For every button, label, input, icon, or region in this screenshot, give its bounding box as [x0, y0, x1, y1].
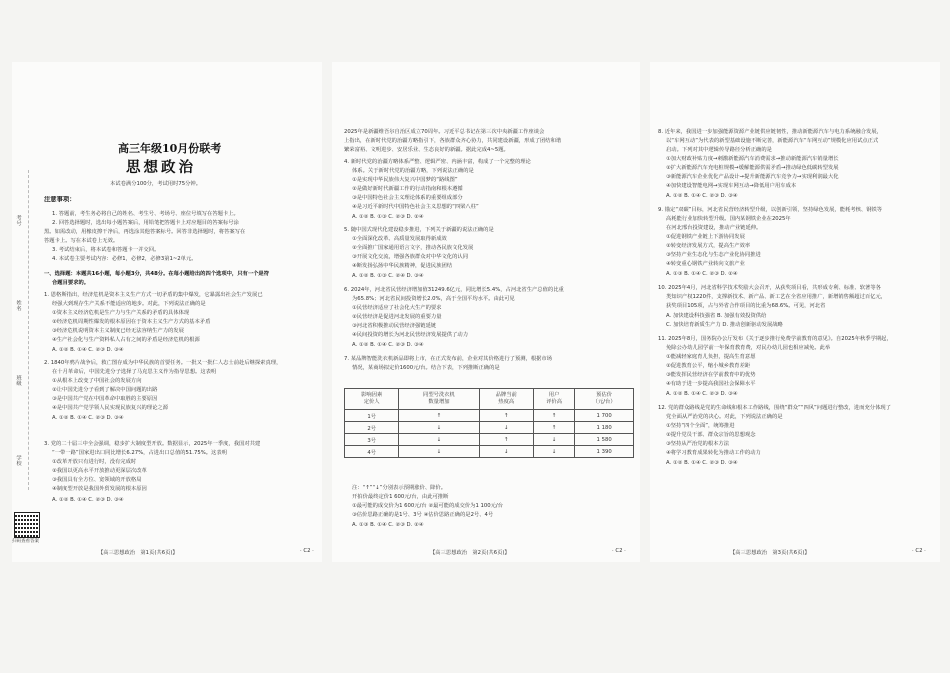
subject-title: 思想政治 [126, 159, 196, 176]
notice-line: 4. 本试卷主要考试内容：必修1，必修2，必修3第1~2单元。 [52, 256, 197, 262]
question-line: ①民营经济适应了社会化大生产的要求 [352, 305, 442, 311]
question-line: ①从根本上改变了中国社会的发展方向 [52, 378, 142, 384]
question-line: ③经济危机说明资本主义制度已经无法容纳生产力的发展 [52, 328, 184, 334]
question-line: 6. 2024年，河北省民营经济增加值31249.6亿元，同比增长5.4%，占河北省生产总值的比重 [344, 287, 564, 293]
answer-options: A. ①② B. ①④ C. ②③ D. ③④ [52, 497, 124, 503]
binding-line [28, 170, 29, 490]
question-line: 11. 2025年8月，国务院办公厅发布《关于逐步推行免费学前教育的意见》。自2025年秋季学期起， [658, 336, 892, 342]
table-cell: ↓ [479, 422, 533, 434]
answer-options: A. ①③ B. ①④ C. ②③ D. ②④ [352, 522, 424, 528]
table-row [345, 434, 634, 446]
table-header-cell: 品牌当前 热度高 [479, 389, 533, 410]
exam-info: 本试卷满分100分，考试用时75分钟。 [110, 181, 202, 187]
question-line: 类知识产权1220件，支撑新技术、新产品、新工艺在全省应用推广，新增销售额超过百亿元， [666, 294, 887, 300]
question-line: ④转变重心钢铁产业转向文旅产业 [666, 261, 745, 267]
question-line: 9. 锚定“双碳”目标，河北省民营经济转型升级，以创新引领，坚持绿色发展，能耗考核、钢铁等 [658, 207, 883, 213]
question-line: 7. 某品牌智能洗衣机新品即将上市，在正式发布前，企业对其价格进行了预测，根据市场 [344, 356, 553, 362]
question-line: ④制度型开放是我国外贸发展的根本原因 [52, 486, 147, 492]
question-line: 党全面从严治党的决心。对此，下列说法正确的是 [666, 414, 783, 420]
question-line: 1. 恩格斯指出，经济危机是资本主义生产方式一切矛盾的集中爆发，它暴露出社会生产发展已 [44, 292, 263, 298]
answer-options: A. ①③ B. ①④ C. ②③ D. ②④ [666, 271, 738, 277]
question-line: ④加快建设智能电网→实现车网互动→降低用户用车成本 [666, 183, 797, 189]
table-cell: 2号 [345, 422, 399, 434]
question-line: ②让中国先进分子看到了解决中国问题的出路 [52, 387, 158, 393]
question-line: ①资本主义经济危机是生产力与生产关系的矛盾的具体体现 [52, 310, 190, 316]
question-line: ③坚持从严治党的根本方法 [666, 441, 730, 447]
page-footer: 【高三思想政治 第1页(共6页)】 [98, 550, 178, 556]
side-label-exam-number: 考号 [15, 215, 21, 226]
question-line: ④民间投资的增长为河北民营经济发展提供了动力 [352, 332, 468, 338]
section-heading: 一、选择题：本题共16小题，每小题3分，共48分。在每小题给出的四个选项中，只有一个是符 [44, 271, 270, 277]
table-cell: ↓ [399, 422, 479, 434]
notice-line: 2. 回答选择题时，选出每小题答案后，用铅笔把答题卡上对应题目的答案标号涂 [52, 220, 239, 226]
answer-options: A. ①② B. ①④ C. ②③ D. ③④ [352, 342, 424, 348]
page-badge: · C2 · [912, 548, 926, 554]
notice-line: 答题卡上。写在本试卷上无效。 [44, 238, 119, 244]
answer-options: C. 加快培育新质生产力 D. 推动创新驱动发展战略 [666, 322, 783, 328]
page-badge: · C2 · [300, 548, 314, 554]
question-line: ②是做好新时代新疆工作的行动指南和根本遵循 [352, 186, 463, 192]
question-line: ①全面深化改革、高质量发展取得新成效 [352, 236, 447, 242]
answer-options: A. ①② B. ①④ C. ②③ D. ③④ [52, 415, 124, 421]
question-line: ③河北省积极推动民营经济强链延链 [352, 323, 437, 329]
question-line: 为65.8%；河北省民间投资增长2.0%，高于全国平均水平。由此可见 [352, 296, 515, 302]
page-footer: 【高三思想政治 第2页(共6页)】 [430, 550, 510, 556]
answer-options: A. ①② B. ①④ C. ②③ D. ③④ [52, 347, 124, 353]
question-line: 体系。关于新时代党的治疆方略，下列说法正确的是 [352, 168, 474, 174]
question-line: 8. 近年来，我国进一步加强能源资源产业链供应链韧性，推动新能源汽车与电力系统融合发展， [658, 129, 882, 135]
table-row [345, 410, 634, 422]
question-line: 在十月革命后，中国先进分子选择了马克思主义作为指导思想。这表明 [52, 369, 217, 375]
table-header-cell: 影响因素 定价人 [345, 389, 399, 410]
question-line: ②我国以更高水平开放推动更深层次改革 [52, 468, 147, 474]
question-line: ②提升党员干部、群众宗旨的思想观念 [666, 432, 756, 438]
table-cell: ↑ [479, 410, 533, 422]
question-line: ③新能源汽车企业优化产品设计→提升新能源汽车竞争力→实现利润最大化 [666, 174, 839, 180]
question-line: ②促进教育公平，缩小城乡教育差距 [666, 363, 751, 369]
table-cell: ↓ [533, 434, 574, 446]
table-row [345, 422, 634, 434]
answer-options: A. ①② B. ①③ C. ②③ D. ②④ [352, 214, 424, 220]
answer-options: A. ①② B. ①④ C. ②③ D. ③④ [666, 460, 738, 466]
table-header-cell: 用户 评价高 [533, 389, 574, 410]
question-line: ③开展文化交流，增强各族群众对中华文化的认同 [352, 254, 468, 260]
table-header-cell: 同型号洗衣机 数量增加 [399, 389, 479, 410]
question-line: ③我国具有全方位、宽领域的开放格局 [52, 477, 142, 483]
table-cell: 1号 [345, 410, 399, 422]
question-line: ③估价思路正确的是1号、3号 ④估价思路正确的是2号、4号 [352, 512, 494, 518]
question-line: 2. 1840年鸦片战争后，救亡图存成为中华民族的首要任务。一批又一批仁人志士前赴后继探索真理， [44, 360, 282, 366]
question-line: 高耗能行业加快转型升级。国内某钢铁企业在2025年 [666, 216, 791, 222]
question-line: 开拍价最终定价1 600元/台，由此可推断 [352, 494, 449, 500]
question-line: 12. 党的群众路线是党的生命线和根本工作路线，围绕“群众”“四风”问题进行整改，进而充分体现了 [658, 405, 891, 411]
question-line: 经强大到现存生产关系不能适应的地步。对此，下列说法正确的是 [52, 301, 206, 307]
passage-line: 2025年是新疆维吾尔自治区成立70周年。习近平总书记在第三次中央新疆工作座谈会 [344, 129, 545, 135]
question-line: 情况，某商场拟定价1600元/台。结合下表，下列推断正确的是 [352, 365, 500, 371]
table-cell: 1 180 [575, 422, 634, 434]
question-line: 在河北邢台投资建设，推动产业链延伸。 [666, 225, 762, 231]
question-line: 启动。下列对其中逻辑传导路径分析正确的是 [666, 147, 772, 153]
notice-line: 3. 考试结束后，将本试卷和答题卡一并交回。 [52, 247, 160, 253]
page-footer: 【高三思想政治 第3页(共6页)】 [730, 550, 810, 556]
table-cell: 1 700 [575, 410, 634, 422]
passage-line: 繁荣富裕、文明进步、安居乐业、生态良好的新疆。据此完成4~5题。 [344, 147, 509, 153]
header-title: 高三年级10月份联考 [118, 142, 222, 155]
question-line: ②转变经济发展方式，提高生产效率 [666, 243, 751, 249]
table-cell: ↑ [533, 410, 574, 422]
question-line: 以“车网互动”为代表的新型基础设施不断完善，新能源汽车“车网互动”规模化应用试点正式 [666, 138, 879, 144]
price-table [344, 388, 634, 458]
question-line: 3. 党的二十届三中全会强调，稳步扩大制度型开放。数据显示，2025年一季度，我国对共建 [44, 441, 261, 447]
question-line: ①坚持“四个全面”，统筹推进 [666, 423, 735, 429]
question-line: 4. 新时代党的治疆方略体系严整、逻辑严密、内涵丰富，构成了一个完整的理论 [344, 159, 531, 165]
question-line: 5. 随中国式现代化建设稳步推进，下列关于新疆的说法正确的是 [344, 227, 494, 233]
passage-line: 上指出，在新时代党的治疆方略指引下，各族群众齐心协力，共同建设新疆，形成了团结和谐 [344, 138, 562, 144]
table-cell: 1 390 [575, 446, 634, 458]
question-line: ③是中国特色社会主义理论体系的重要组成部分 [352, 195, 463, 201]
question-line: 注：“↑”“↓”分别表示预期涨价、降价。 [352, 485, 447, 491]
question-line: ③坚持产业生态化与生态产业化协同推进 [666, 252, 761, 258]
table-cell: ↓ [533, 446, 574, 458]
table-cell: ↓ [399, 434, 479, 446]
question-line: ②经济危机周期性爆发的根本原因在于资本主义生产方式的基本矛盾 [52, 319, 211, 325]
page-badge: · C2 · [612, 548, 626, 554]
question-line: ①是实现中华民族伟大复兴中国梦的“路线图” [352, 177, 458, 183]
table-cell: 3号 [345, 434, 399, 446]
answer-options: A. ①② B. ①④ C. ②③ D. ③④ [666, 391, 738, 397]
question-line: 10. 2025年4月，河北省科学技术奖励大会召开，从获奖项目看，共形成专利、标准、软著等各 [658, 285, 881, 291]
table-header-row [345, 389, 634, 410]
question-line: ①加大财政补贴力度→刺激新能源汽车消费需求→推动新能源汽车销量增长 [666, 156, 839, 162]
answer-options: A. ①② B. ①③ C. ②④ D. ③④ [352, 273, 424, 279]
table-cell: ↑ [533, 422, 574, 434]
question-line: ①促进钢铁产业链上下游协同发展 [666, 234, 745, 240]
question-line: ④断发扬弘扬中华民族精神，促进民族团结 [352, 263, 453, 269]
answer-options: A. 加快建设科技强省 B. 加强有效投资供给 [666, 313, 767, 319]
question-line: ①最可能的成交价为1 600元/台 ②最可能的成交价为1 100元/台 [352, 503, 504, 509]
table-row [345, 446, 634, 458]
table-cell: ↑ [479, 434, 533, 446]
side-label-school: 学校 [15, 455, 21, 466]
table-header-cell: 预估价 （元/台） [575, 389, 634, 410]
question-line: ①能减轻家庭育儿负担，提高生育意愿 [666, 354, 756, 360]
question-line: ④生产社会化与生产资料私人占有之间的矛盾是经济危机的根源 [52, 337, 200, 343]
question-line: ③能发挥民营经济在学前教育中的优势 [666, 372, 756, 378]
table-cell: 1 580 [575, 434, 634, 446]
section-heading-cont: 合题目要求的。 [52, 280, 90, 286]
notice-line: 黑。如需改动，用橡皮擦干净后，再选涂其他答案标号。回答非选择题时，将答案写在 [44, 229, 246, 235]
question-line: ②扩大新能源汽车充电桩规模→缓解能源供需矛盾→推动绿色低碳转型发展 [666, 165, 839, 171]
notice-heading: 注意事项： [44, 196, 76, 203]
question-line: ②民营经济是促进河北发展的重要力量 [352, 314, 442, 320]
table-cell: ↓ [479, 446, 533, 458]
qr-code-image [14, 512, 40, 538]
side-label-name: 姓名 [15, 300, 21, 311]
question-line: ④是中国共产党学领人民实现民族复兴的理论之源 [52, 405, 168, 411]
question-line: ②全面推广国家通用语言文字，推动各民族文化发展 [352, 245, 474, 251]
question-line: ④将学习教育成果转化为推动工作的动力 [666, 450, 761, 456]
question-line: 获奖项目105项，占与外省合作项目的比重为68.6%。可见，河北省 [666, 303, 826, 309]
question-line: ④有助于进一步提高我国社会保障水平 [666, 381, 756, 387]
question-line: ①改革开放只有进行时，没有完成时 [52, 459, 137, 465]
question-line: 免除公办幼儿园学前一年保育教育费，对民办幼儿园也相应减免。此举 [666, 345, 831, 351]
notice-line: 1. 答题前，考生务必将自己的姓名、考生号、考场号、座位号填写在答题卡上。 [52, 211, 239, 217]
qr-caption: 扫码查看答案 [12, 539, 39, 544]
question-line: ③是中国共产党在中国革命中取胜的主要原因 [52, 396, 158, 402]
side-label-class: 班级 [15, 375, 21, 386]
question-line: ④是习近平新时代中国特色社会主义思想的“四梁八柱” [352, 204, 479, 210]
table-cell: ↑ [399, 410, 479, 422]
table-cell: 4号 [345, 446, 399, 458]
answer-options: A. ①② B. ①④ C. ②③ D. ③④ [666, 193, 738, 199]
question-line: “一带一路”国家进出口同比增长6.27%，占进出口总值的51.75%。这表明 [52, 450, 227, 456]
table-cell: ↓ [399, 446, 479, 458]
